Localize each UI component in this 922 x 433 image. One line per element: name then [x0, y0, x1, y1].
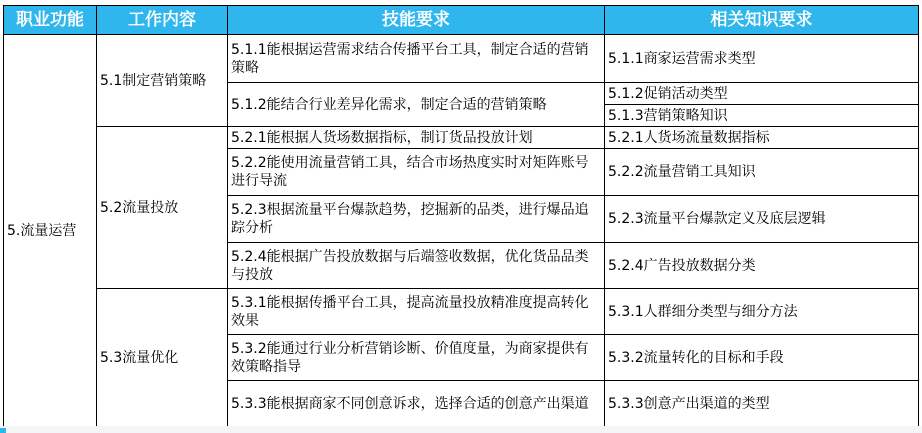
header-content: 工作内容	[97, 6, 228, 35]
knowledge-cell: 5.3.3创意产出渠道的类型	[605, 381, 919, 427]
knowledge-cell: 5.3.1人群细分类型与细分方法	[605, 289, 919, 335]
table-row	[4, 35, 919, 83]
knowledge-cell: 5.2.1人货场流量数据指标	[605, 127, 919, 149]
knowledge-cell: 5.2.4广告投放数据分类	[605, 243, 919, 289]
header-function: 职业功能	[4, 6, 97, 35]
knowledge-cell: 5.2.2流量营销工具知识	[605, 149, 919, 196]
skills-table	[3, 5, 919, 427]
knowledge-cell: 5.3.2流量转化的目标和手段	[605, 335, 919, 381]
header-row	[4, 6, 919, 35]
skill-cell: 5.2.3根据流量平台爆款趋势，挖掘新的品类，进行爆品追踪分析	[228, 196, 605, 243]
skill-cell: 5.2.1能根据人货场数据指标，制订货品投放计划	[228, 127, 605, 149]
function-cell: 5.流量运营	[4, 35, 97, 427]
corner-marker	[0, 428, 6, 433]
skill-cell: 5.1.1能根据运营需求结合传播平台工具，制定合适的营销策略	[228, 35, 605, 83]
skill-cell: 5.3.2能通过行业分析营销诊断、价值度量，为商家提供有效策略指导	[228, 335, 605, 381]
header-knowledge: 相关知识要求	[605, 6, 919, 35]
knowledge-cell: 5.1.1商家运营需求类型	[605, 35, 919, 83]
skill-cell: 5.2.4能根据广告投放数据与后端签收数据，优化货品品类与投放	[228, 243, 605, 289]
skill-cell: 5.2.2能使用流量营销工具，结合市场热度实时对矩阵账号进行导流	[228, 149, 605, 196]
content-cell-5-3: 5.3流量优化	[97, 289, 228, 427]
skill-cell: 5.1.2能结合行业差异化需求，制定合适的营销策略	[228, 83, 605, 127]
bottom-strip	[0, 426, 922, 433]
knowledge-cell: 5.1.3营销策略知识	[605, 105, 919, 127]
skill-cell: 5.3.3能根据商家不同创意诉求，选择合适的创意产出渠道	[228, 381, 605, 427]
table-row	[4, 127, 919, 149]
content-cell-5-1: 5.1制定营销策略	[97, 35, 228, 127]
content-cell-5-2: 5.2流量投放	[97, 127, 228, 289]
knowledge-cell: 5.2.3流量平台爆款定义及底层逻辑	[605, 196, 919, 243]
header-skill: 技能要求	[228, 6, 605, 35]
knowledge-cell: 5.1.2促销活动类型	[605, 83, 919, 105]
table-row	[4, 289, 919, 335]
skill-cell: 5.3.1能根据传播平台工具，提高流量投放精准度提高转化效果	[228, 289, 605, 335]
